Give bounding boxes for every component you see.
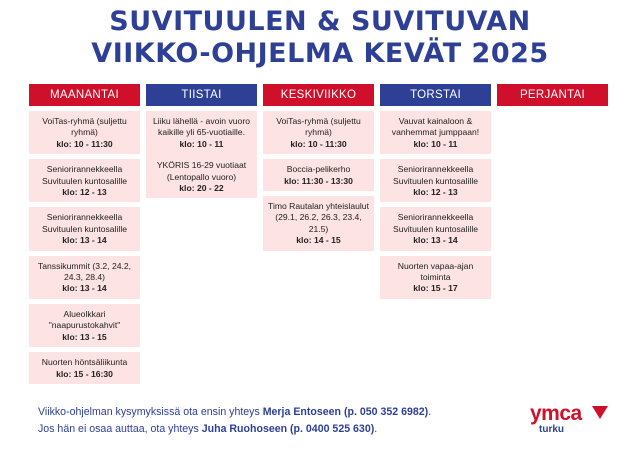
footer-line-2-prefix: Jos hän ei osaa auttaa, ota yhteys	[38, 423, 202, 435]
activity-card	[29, 352, 140, 384]
activity-time: klo: 11:30 - 13:30	[284, 175, 353, 186]
logo-wordmark: ymca	[530, 402, 582, 425]
footer-line-1-prefix: Viikko-ohjelman kysymyksissä ota ensin yhteys	[38, 406, 263, 418]
ymca-turku-logo	[530, 402, 610, 442]
activity-name: Seniorirannekkeella Suvituulen kuntosalille	[41, 212, 128, 234]
activity-time: klo: 12 - 13	[62, 187, 107, 198]
day-column-perjantai	[497, 84, 608, 106]
activity-name: Seniorirannekkeella Suvituulen kuntosalille	[392, 212, 479, 234]
activity-time: klo: 15 - 16:30	[56, 368, 113, 379]
day-header: MAANANTAI	[29, 84, 140, 106]
activity-card	[380, 159, 491, 202]
activity-name: VoiTas-ryhmä (suljettu ryhmä)	[42, 116, 127, 138]
activity-name: Vauvat kainaloon & vanhemmat jumppaan!	[391, 116, 480, 138]
activity-time: klo: 15 - 17	[413, 283, 458, 294]
activity-time: klo: 20 - 22	[179, 183, 224, 194]
activity-card	[380, 207, 491, 250]
activity-name: Nuorten höntsäliikunta	[41, 357, 128, 368]
activity-time: klo: 13 - 15	[62, 331, 107, 342]
footer-line-1-suffix: .	[428, 406, 432, 418]
activity-name: Seniorirannekkeella Suvituulen kuntosalille	[392, 164, 479, 186]
activity-time: klo: 12 - 13	[413, 187, 458, 198]
activity-name: YKÖRIS 16-29 vuotiaat (Lentopallo vuoro)	[156, 160, 247, 182]
day-header: PERJANTAI	[497, 84, 608, 106]
activity-time: klo: 13 - 14	[62, 283, 107, 294]
footer-line-2-suffix: .	[374, 423, 378, 435]
activity-time: klo: 10 - 11:30	[290, 138, 347, 149]
activity-name: Tanssikummit (3.2, 24.2, 24.3, 28.4)	[37, 260, 132, 283]
logo-subtitle: turku	[539, 424, 564, 435]
activity-card	[263, 111, 374, 154]
day-header: KESKIVIIKKO	[263, 84, 374, 106]
activity-card	[263, 159, 374, 191]
activity-name: Seniorirannekkeella Suvituulen kuntosalille	[41, 164, 128, 186]
footer-line-1	[38, 406, 431, 418]
activity-card	[29, 304, 140, 347]
footer-line-2	[38, 423, 377, 435]
activity-time: klo: 13 - 14	[62, 235, 107, 246]
title-line-2: VIIKKO-OHJELMA KEVÄT 2025	[91, 38, 549, 69]
activity-name: Liiku lähellä - avoin vuoro kaikille yli 65-vuotiaille.	[153, 116, 250, 138]
contact-juha: Juha Ruohoseen (p. 0400 525 630)	[201, 423, 375, 435]
activity-time: klo: 10 - 11	[413, 138, 458, 149]
activity-time: klo: 10 - 11:30	[56, 138, 113, 149]
activity-name: VoiTas-ryhmä (suljettu ryhmä)	[276, 116, 361, 138]
activity-card	[29, 207, 140, 250]
day-column-tiistai	[146, 84, 257, 198]
activity-card	[29, 111, 140, 154]
activity-name: Alueolkkari "naapurustokahvit"	[48, 308, 121, 331]
activity-name: Boccia-pelikerho	[286, 164, 351, 175]
day-header: TIISTAI	[146, 84, 257, 106]
title-line-1: SUVITUULEN & SUVITUVAN	[109, 6, 531, 37]
activity-card	[29, 256, 140, 299]
logo-triangle-icon	[592, 406, 608, 420]
contact-merja: Merja Entoseen (p. 050 352 6982)	[262, 406, 429, 418]
activity-name: Timo Rautalan yhteislaulut (29.1, 26.2, 26.3, 23.4, 21.5)	[268, 201, 369, 234]
day-column-keskiviikko	[263, 84, 374, 251]
activity-card	[146, 111, 257, 198]
activity-card	[380, 111, 491, 154]
activity-card	[263, 196, 374, 251]
day-column-torstai	[380, 84, 491, 299]
day-header: TORSTAI	[380, 84, 491, 106]
day-column-maanantai	[29, 84, 140, 384]
activity-time: klo: 10 - 11	[179, 138, 224, 149]
activity-card	[29, 159, 140, 202]
activity-name: Nuorten vapaa-ajan toiminta	[397, 260, 474, 283]
activity-time: klo: 14 - 15	[296, 235, 341, 246]
activity-time: klo: 13 - 14	[413, 235, 458, 246]
activity-card	[380, 256, 491, 299]
